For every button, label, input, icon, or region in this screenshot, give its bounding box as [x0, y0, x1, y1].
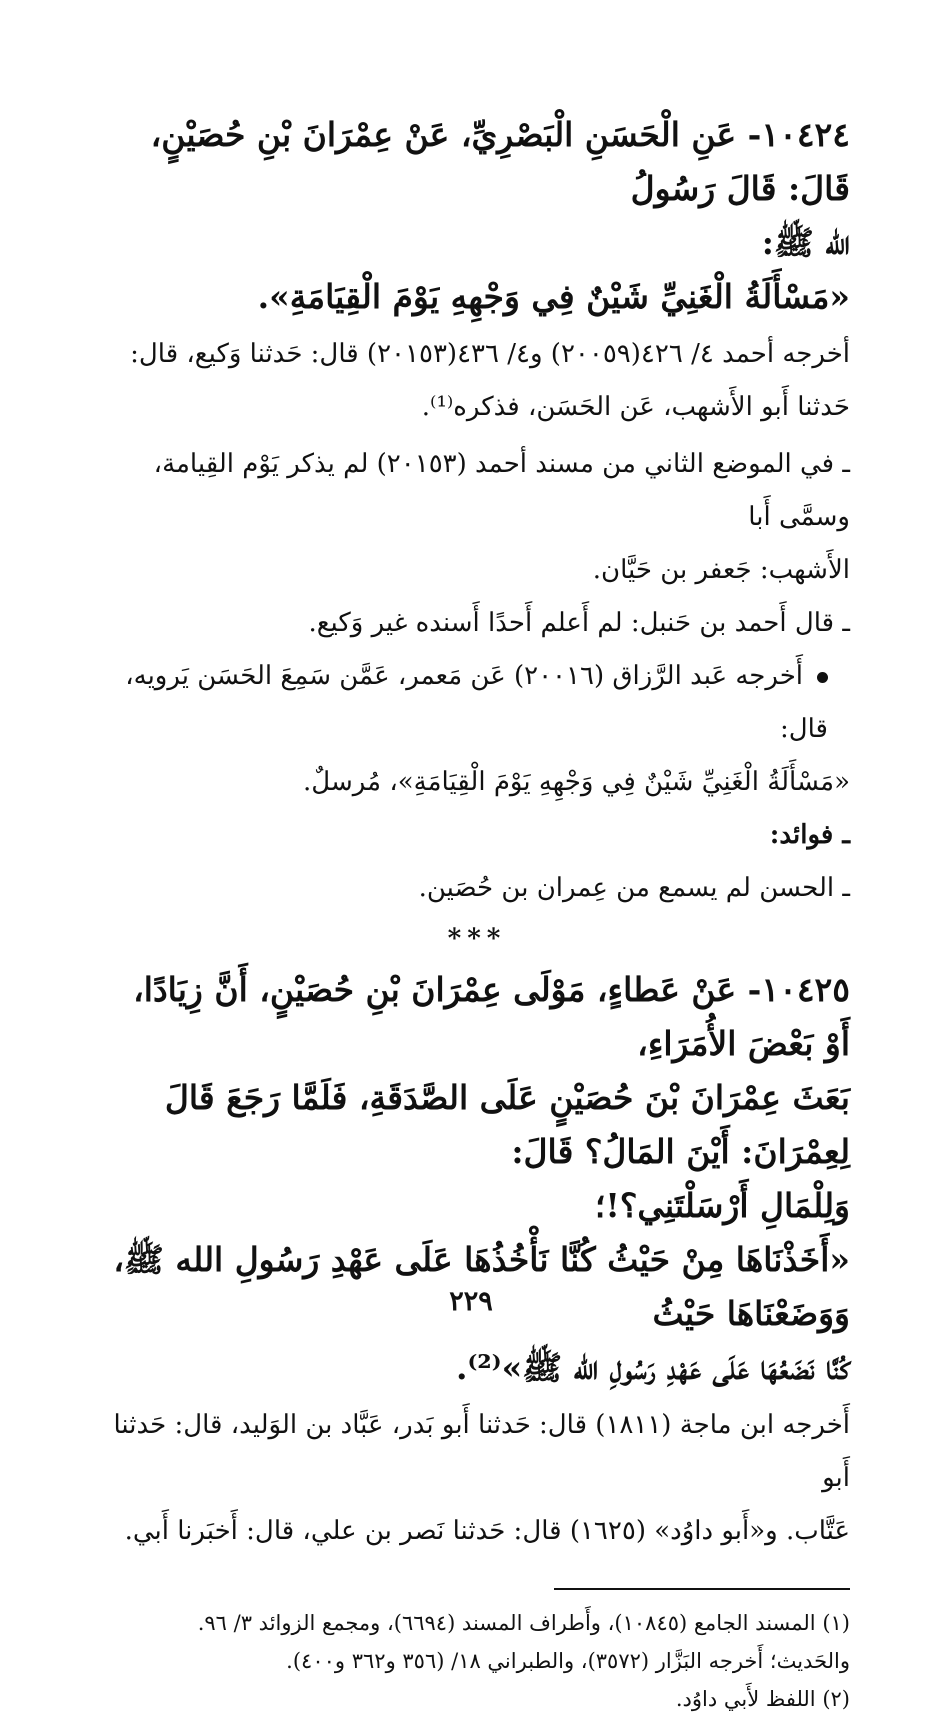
takhrij-2-line-2: عَتَّاب. و«أَبو داوُد» (١٦٢٥) قال: حَدثنا نَصر بن علي، قال: أَخبَرنا أَبي. — [124, 1516, 850, 1546]
hadith-10425-line-1: ١٠٤٢٥- عَنْ عَطاءٍ، مَوْلَى عِمْرَانَ بْنِ حُصَيْنٍ، أَنَّ زِيَادًا، أَوْ بَعْضَ الأُمَرَاءِ، — [133, 970, 850, 1063]
hadith-10425-takhrij — [104, 1399, 850, 1558]
footnote-2: (٢) اللفظ لأَبي داوُد. — [675, 1687, 850, 1711]
hadith-10424-text: «مَسْأَلَةُ الْغَنِيِّ شَيْنٌ فِي وَجْهِهِ يَوْمَ الْقِيَامَةِ». — [257, 277, 850, 316]
hadith-10424-abdurrazzaq — [104, 650, 850, 809]
footnote-divider — [554, 1588, 850, 1590]
takhrij-line-1: أخرجه أحمد ٤/ ٤٢٦(٢٠٠٥٩) و٤/ ٤٣٦(٢٠١٥٣) قال: حَدثنا وَكيع، قال: — [130, 339, 850, 369]
hadith-10425-line-2: بَعَثَ عِمْرَانَ بْنَ حُصَيْنٍ عَلَى الصَّدَقَةِ، فَلَمَّا رَجَعَ قَالَ لِعِمْرَانَ: أَيْنَ المَالُ؟ قَالَ: — [164, 1078, 850, 1171]
hadith-10424-isnad — [104, 108, 850, 270]
hadith-10424-note-ahmad: ـ قال أَحمد بن حَنبل: لم أَعلم أَحدًا أَسنده غير وَكيع. — [308, 608, 850, 638]
hadith-10424-line-2: الله ﷺ: — [761, 223, 850, 262]
footnote-1-continued: والحَديث؛ أَخرجه البَزَّار (٣٥٧٢)، والطبراني ١٨/ (٣٥٦ و٣٦٢ و٤٠٠). — [286, 1649, 850, 1673]
hadith-10424-note-musnad — [104, 438, 850, 597]
hadith-10424-line-1: ١٠٤٢٤- عَنِ الْحَسَنِ الْبَصْرِيِّ، عَنْ عِمْرَانَ بْنِ حُصَيْنٍ، قَالَ: قَالَ رَسُولُ — [150, 115, 850, 208]
hadith-10424-takhrij — [104, 328, 850, 434]
fawaid-item: ـ الحسن لم يسمع من عِمران بن حُصَين. — [418, 873, 850, 903]
takhrij-line-2: حَدثنا أَبو الأَشهب، عَن الحَسَن، فذكره⁽¹⁾. — [421, 392, 850, 422]
section-separator: *** — [447, 924, 507, 954]
hadith-10425-text-2: كُنَّا نَضَعُهَا عَلَى عَهْدِ رَسُولِ الله ﷺ»⁽²⁾. — [455, 1348, 850, 1387]
page-number: ٢٢٩ — [449, 1286, 493, 1317]
bullet-line-2: «مَسْأَلَةُ الْغَنِيِّ شَيْنٌ فِي وَجْهِهِ يَوْمَ الْقِيَامَةِ»، مُرسلٌ. — [303, 767, 850, 797]
fawaid-heading: ـ فوائد: — [769, 820, 850, 850]
note-line-1: ـ في الموضع الثاني من مسند أحمد (٢٠١٥٣) لم يذكر يَوْم القِيامة، وسمَّى أَبا — [153, 449, 850, 532]
footnotes — [104, 1604, 850, 1718]
bullet-dot-icon — [817, 672, 828, 683]
footnote-1: (١) المسند الجامع (١٠٨٤٥)، وأَطراف المسند (٦٦٩٤)، ومجمع الزوائد ٣/ ٩٦. — [197, 1611, 850, 1635]
bullet-line-1: أَخرجه عَبد الرَّزاق (٢٠٠١٦) عَن مَعمر، عَمَّن سَمِعَ الحَسَن يَرويه، قال: — [125, 661, 828, 744]
hadith-10425-line-3: وَلِلْمَالِ أَرْسَلْتَنِي؟!؛ — [594, 1186, 850, 1225]
hadith-10425-isnad — [104, 963, 850, 1233]
takhrij-2-line-1: أَخرجه ابن ماجة (١٨١١) قال: حَدثنا أَبو بَدر، عَبَّاد بن الوَليد، قال: حَدثنا أَبو — [113, 1410, 850, 1493]
note-line-2: الأَشهب: جَعفر بن حَيَّان. — [592, 555, 850, 585]
hadith-10425-text-1: «أَخَذْنَاهَا مِنْ حَيْثُ كُنَّا نَأْخُذُهَا عَلَى عَهْدِ رَسُولِ الله ﷺ، وَوَضَعْنَاهَا حَيْثُ — [113, 1240, 850, 1333]
